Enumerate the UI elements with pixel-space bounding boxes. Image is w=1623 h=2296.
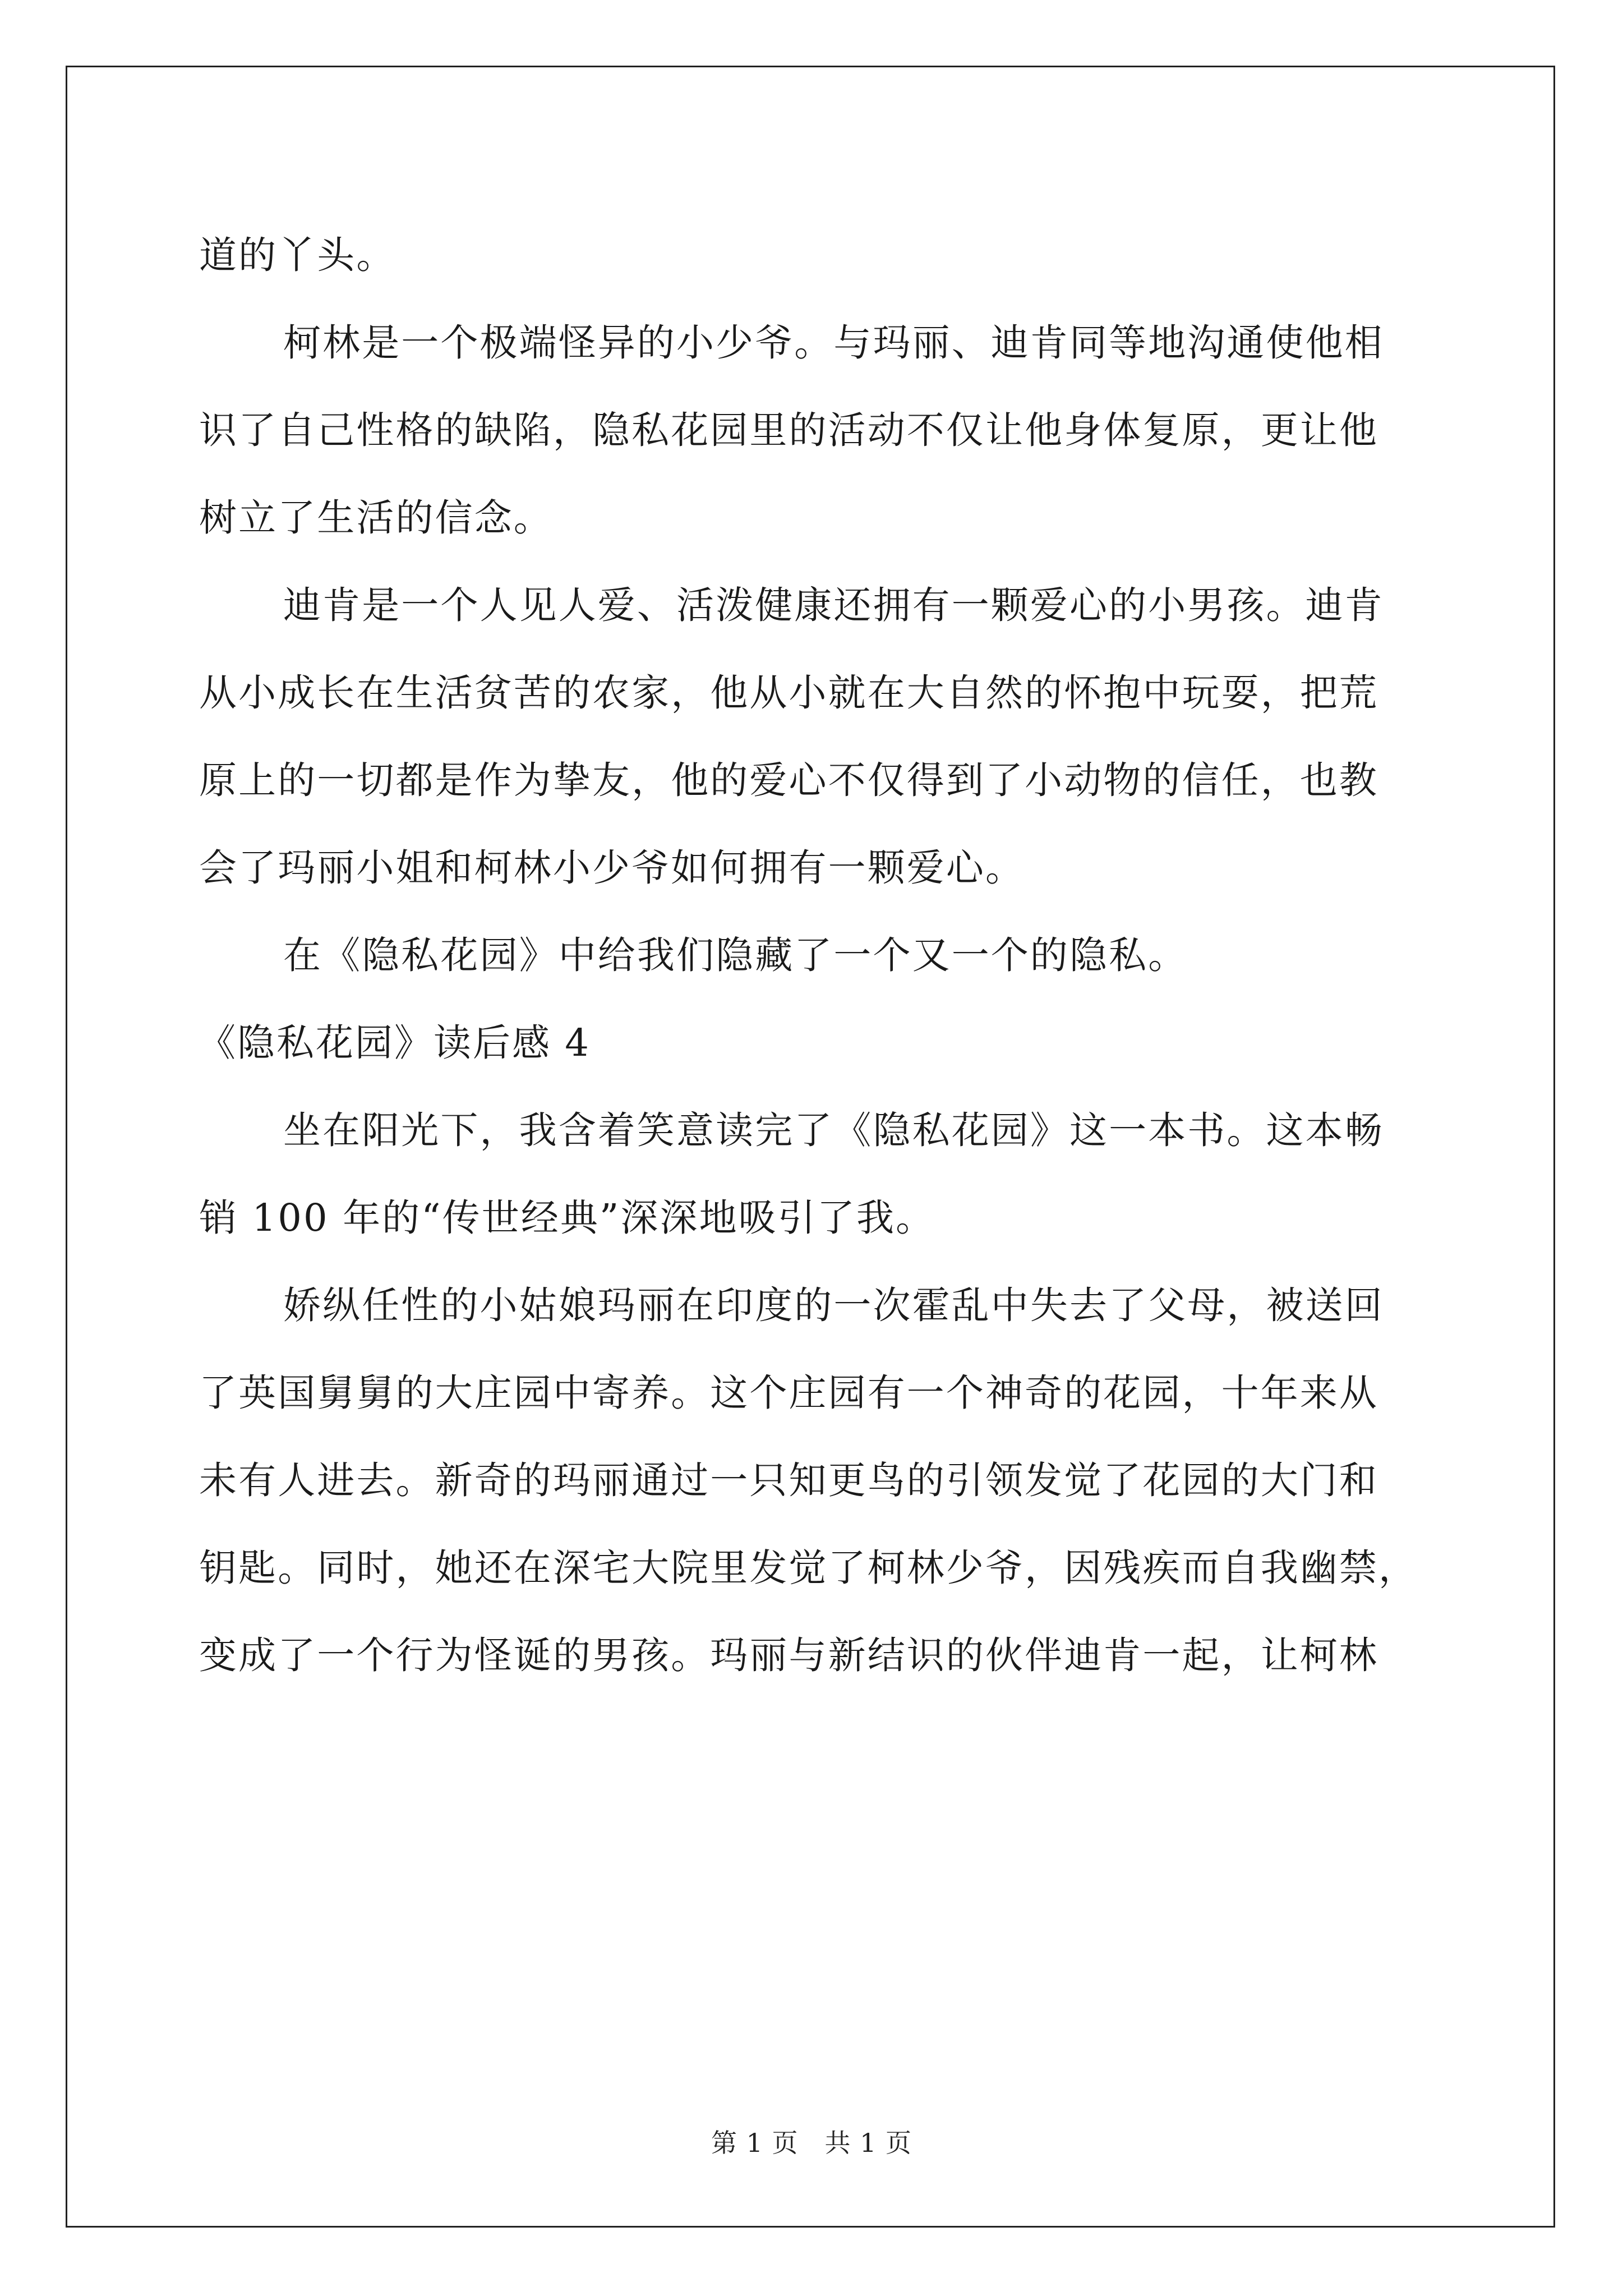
page-footer (0, 2126, 1623, 2160)
paragraph-line: 迪肯是一个人见人爱、活泼健康还拥有一颗爱心的小男孩。迪肯 (283, 583, 1384, 627)
paragraph-line: 变成了一个行为怪诞的男孩。玛丽与新结识的伙伴迪肯一起，让柯林 (199, 1634, 1378, 1677)
paragraph-line: 柯林是一个极端怪异的小少爷。与玛丽、迪肯同等地沟通使他相 (283, 321, 1384, 365)
paragraph-line: 识了自己性格的缺陷，隐私花园里的活动不仅让他身体复原，更让他 (199, 408, 1378, 452)
document-body (199, 211, 1430, 1699)
paragraph-line: 树立了生活的信念。 (199, 496, 553, 540)
paragraph-line: 了英国舅舅的大庄园中寄养。这个庄园有一个神奇的花园，十年来从 (199, 1371, 1378, 1415)
paragraph-line: 在《隐私花园》中给我们隐藏了一个又一个的隐私。 (283, 933, 1188, 977)
section-heading: 《隐私花园》读后感 4 (198, 1021, 591, 1065)
paragraph-line: 钥匙。同时，她还在深宅大院里发觉了柯林少爷，因残疾而自我幽禁， (199, 1546, 1418, 1590)
paragraph-line: 坐在阳光下，我含着笑意读完了《隐私花园》这一本书。这本畅 (283, 1108, 1384, 1152)
paragraph-line: 从小成长在生活贫苦的农家，他从小就在大自然的怀抱中玩耍，把荒 (199, 671, 1378, 715)
page-number-label: 第 1 页 共 1 页 (711, 2128, 912, 2158)
paragraph-line: 道的丫头。 (199, 233, 396, 277)
paragraph-line: 会了玛丽小姐和柯林小少爷如何拥有一颗爱心。 (199, 846, 1025, 890)
paragraph-line: 娇纵任性的小姑娘玛丽在印度的一次霍乱中失去了父母，被送回 (283, 1283, 1384, 1327)
paragraph-line: 未有人进去。新奇的玛丽通过一只知更鸟的引领发觉了花园的大门和 (199, 1458, 1378, 1502)
paragraph-line: 销 100 年的“传世经典”深深地吸引了我。 (199, 1196, 935, 1240)
paragraph-line: 原上的一切都是作为挚友，他的爱心不仅得到了小动物的信任，也教 (199, 758, 1378, 802)
